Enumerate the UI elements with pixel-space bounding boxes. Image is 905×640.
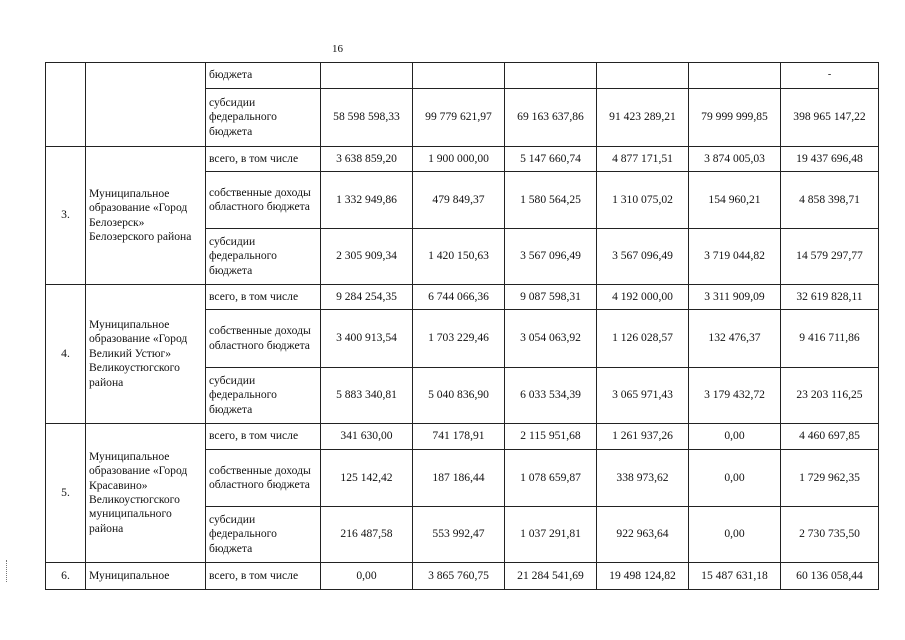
value-cell: 132 476,37 [689,310,781,368]
type-cell: субсидии федерального бюджета [206,89,321,147]
type-cell: всего, в том числе [206,563,321,590]
value-cell: 3 567 096,49 [597,229,689,285]
value-cell: 922 963,64 [597,507,689,563]
value-cell: 19 498 124,82 [597,563,689,590]
value-cell: 9 416 711,86 [781,310,879,368]
type-cell: субсидии федерального бюджета [206,229,321,285]
value-cell [413,63,505,89]
value-cell [597,63,689,89]
type-cell: всего, в том числе [206,285,321,310]
value-cell: 15 487 631,18 [689,563,781,590]
type-cell: субсидии федерального бюджета [206,507,321,563]
value-cell: 4 877 171,51 [597,147,689,172]
value-cell: 1 037 291,81 [505,507,597,563]
value-cell: 3 874 005,03 [689,147,781,172]
name-cell: Муниципальное образование «Город Великий Устюг» Великоустюгского района [86,285,206,424]
value-cell: - [781,63,879,89]
value-cell: 3 719 044,82 [689,229,781,285]
type-cell: всего, в том числе [206,147,321,172]
index-cell: 4. [46,285,86,424]
value-cell: 60 136 058,44 [781,563,879,590]
type-cell: бюджета [206,63,321,89]
value-cell [689,63,781,89]
value-cell: 341 630,00 [321,424,413,450]
value-cell: 741 178,91 [413,424,505,450]
page-number: 16 [332,43,343,55]
value-cell: 1 310 075,02 [597,172,689,229]
value-cell: 19 437 696,48 [781,147,879,172]
value-cell: 0,00 [321,563,413,590]
value-cell [505,63,597,89]
value-cell: 5 040 836,90 [413,368,505,424]
value-cell: 9 284 254,35 [321,285,413,310]
table-row [46,424,879,450]
value-cell: 5 147 660,74 [505,147,597,172]
value-cell: 0,00 [689,450,781,507]
name-cell: Муниципальное образование «Город Белозерск» Белозерского района [86,147,206,285]
value-cell: 1 261 937,26 [597,424,689,450]
value-cell: 32 619 828,11 [781,285,879,310]
value-cell: 14 579 297,77 [781,229,879,285]
value-cell [321,63,413,89]
value-cell: 1 703 229,46 [413,310,505,368]
value-cell: 21 284 541,69 [505,563,597,590]
value-cell: 1 332 949,86 [321,172,413,229]
value-cell: 3 400 913,54 [321,310,413,368]
name-cell [86,63,206,147]
value-cell: 4 460 697,85 [781,424,879,450]
value-cell: 338 973,62 [597,450,689,507]
type-cell: всего, в том числе [206,424,321,450]
value-cell: 2 115 951,68 [505,424,597,450]
value-cell: 3 054 063,92 [505,310,597,368]
value-cell: 1 126 028,57 [597,310,689,368]
value-cell: 553 992,47 [413,507,505,563]
table-row [46,285,879,310]
value-cell: 23 203 116,25 [781,368,879,424]
value-cell: 91 423 289,21 [597,89,689,147]
value-cell: 3 179 432,72 [689,368,781,424]
value-cell: 9 087 598,31 [505,285,597,310]
type-cell: субсидии федерального бюджета [206,368,321,424]
name-cell: Муниципальное образование «Город Красавино» Великоустюгского муниципального района [86,424,206,563]
value-cell: 154 960,21 [689,172,781,229]
value-cell: 3 311 909,09 [689,285,781,310]
value-cell: 4 858 398,71 [781,172,879,229]
value-cell: 3 065 971,43 [597,368,689,424]
type-cell: собственные доходы областного бюджета [206,310,321,368]
table-row [46,147,879,172]
value-cell: 79 999 999,85 [689,89,781,147]
value-cell: 6 744 066,36 [413,285,505,310]
name-cell: Муниципальное [86,563,206,590]
value-cell: 1 078 659,87 [505,450,597,507]
index-cell: 5. [46,424,86,563]
value-cell: 3 638 859,20 [321,147,413,172]
value-cell: 99 779 621,97 [413,89,505,147]
value-cell: 1 729 962,35 [781,450,879,507]
index-cell: 3. [46,147,86,285]
value-cell: 1 580 564,25 [505,172,597,229]
value-cell: 2 305 909,34 [321,229,413,285]
index-cell: 6. [46,563,86,590]
budget-table [45,62,879,590]
table-row [46,563,879,590]
value-cell: 216 487,58 [321,507,413,563]
value-cell: 125 142,42 [321,450,413,507]
value-cell: 3 865 760,75 [413,563,505,590]
index-cell [46,63,86,147]
value-cell: 0,00 [689,424,781,450]
value-cell: 0,00 [689,507,781,563]
value-cell: 398 965 147,22 [781,89,879,147]
value-cell: 5 883 340,81 [321,368,413,424]
table-row [46,63,879,89]
type-cell: собственные доходы областного бюджета [206,172,321,229]
value-cell: 58 598 598,33 [321,89,413,147]
value-cell: 4 192 000,00 [597,285,689,310]
value-cell: 2 730 735,50 [781,507,879,563]
value-cell: 69 163 637,86 [505,89,597,147]
type-cell: собственные доходы областного бюджета [206,450,321,507]
scan-edge-mark [6,560,9,582]
value-cell: 1 420 150,63 [413,229,505,285]
value-cell: 1 900 000,00 [413,147,505,172]
value-cell: 479 849,37 [413,172,505,229]
value-cell: 6 033 534,39 [505,368,597,424]
value-cell: 3 567 096,49 [505,229,597,285]
value-cell: 187 186,44 [413,450,505,507]
